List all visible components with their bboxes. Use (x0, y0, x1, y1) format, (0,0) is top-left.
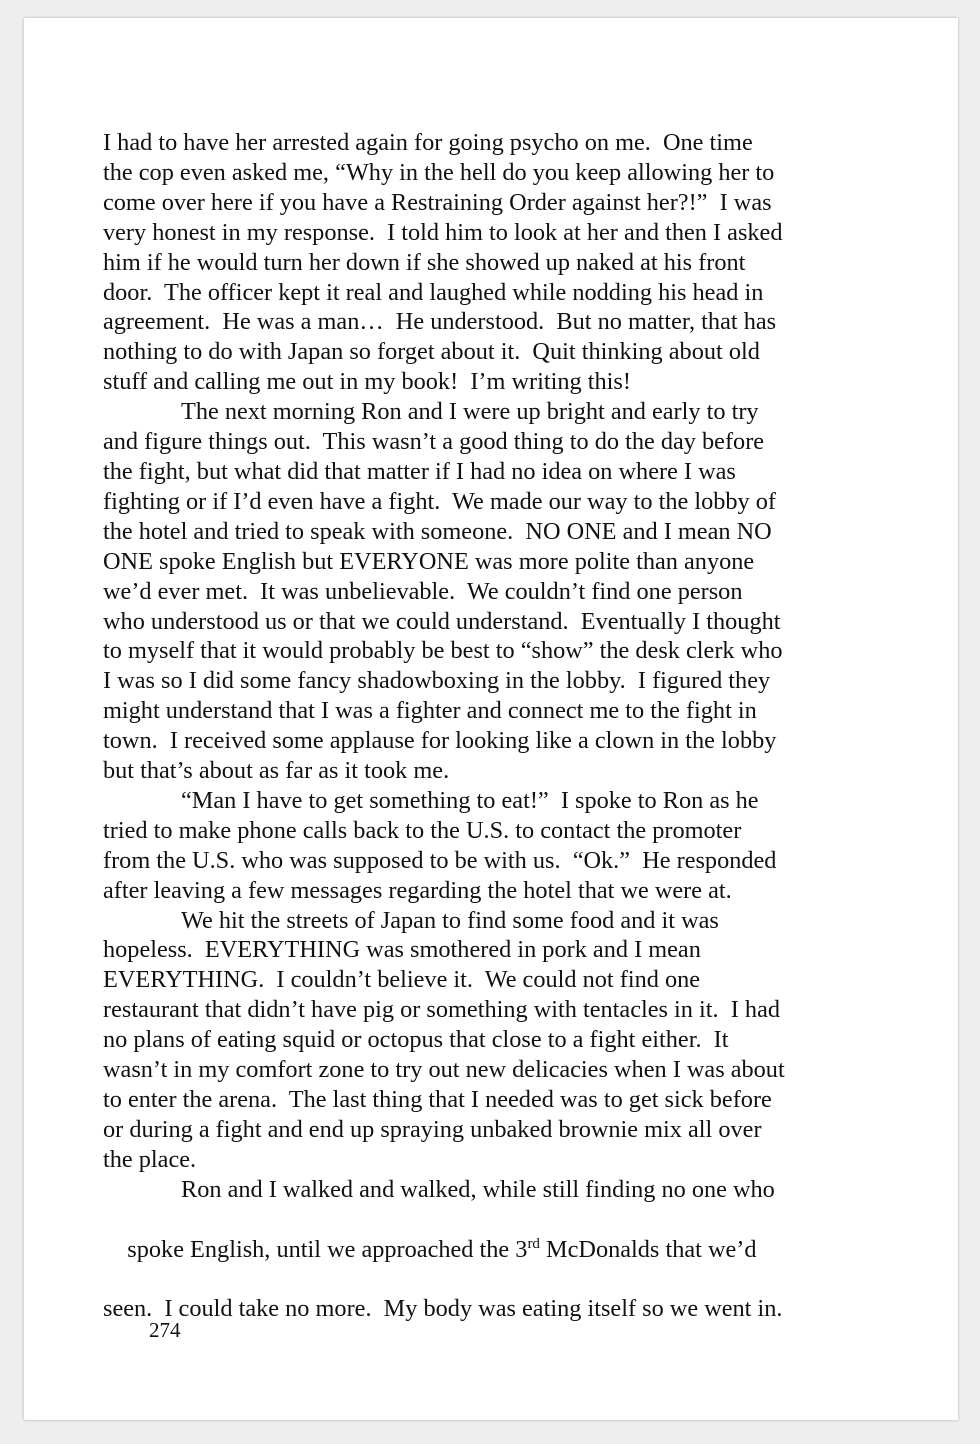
text-line: stuff and calling me out in my book! I’m writing this! (103, 368, 631, 396)
page-number: 274 (149, 1318, 181, 1342)
text-line: town. I received some applause for looking like a clown in the lobby (103, 727, 777, 755)
text-line: tried to make phone calls back to the U.S. to contact the promoter (103, 816, 742, 844)
text-line: door. The officer kept it real and laughed while nodding his head in (103, 278, 764, 306)
text-line: I was so I did some fancy shadowboxing in the lobby. I figured they (103, 667, 771, 695)
text-line: nothing to do with Japan so forget about it. Quit thinking about old (103, 338, 760, 366)
text-line: “Man I have to get something to eat!” I spoke to Ron as he (181, 786, 759, 814)
text-line: the place. (103, 1145, 197, 1173)
text-line: I had to have her arrested again for going psycho on me. One time (103, 129, 753, 156)
text-segment: spoke English, until we approached the 3 (127, 1235, 528, 1263)
text-line: the cop even asked me, “Why in the hell do you keep allowing her to (103, 158, 775, 186)
text-line: the fight, but what did that matter if I had no idea on where I was (103, 457, 736, 485)
text-line: no plans of eating squid or octopus that close to a fight either. It (103, 1026, 729, 1054)
text-line: The next morning Ron and I were up bright and early to try (181, 398, 759, 426)
text-line: might understand that I was a fighter and connect me to the fight in (103, 697, 757, 725)
text-line: EVERYTHING. I couldn’t believe it. We could not find one (103, 966, 701, 994)
text-line: agreement. He was a man… He understood. But no matter, that has (103, 308, 777, 336)
text-line: hopeless. EVERYTHING was smothered in pork and I mean (103, 936, 701, 964)
text-line: we’d ever met. It was unbelievable. We couldn’t find one person (103, 577, 743, 605)
text-line: ONE spoke English but EVERYONE was more polite than anyone (103, 547, 755, 575)
ordinal-superscript: rd (527, 1235, 540, 1252)
text-line: very honest in my response. I told him to look at her and then I asked (103, 218, 783, 246)
body-text (103, 128, 853, 1324)
text-line: or during a fight and end up spraying unbaked brownie mix all over (103, 1115, 762, 1143)
text-line: Ron and I walked and walked, while still finding no one who (181, 1175, 775, 1203)
text-line: restaurant that didn’t have pig or something with tentacles in it. I had (103, 996, 781, 1024)
text-line-superscript (103, 1205, 853, 1295)
text-segment: McDonalds that we’d (539, 1235, 757, 1263)
text-line: and figure things out. This wasn’t a good thing to do the day before (103, 428, 765, 456)
text-line: who understood us or that we could understand. Eventually I thought (103, 607, 781, 635)
text-line: fighting or if I’d even have a fight. We made our way to the lobby of (103, 487, 776, 515)
text-line: him if he would turn her down if she showed up naked at his front (103, 248, 746, 276)
text-line: to enter the arena. The last thing that I needed was to get sick before (103, 1086, 772, 1113)
text-line: but that’s about as far as it took me. (103, 757, 450, 785)
text-line: to myself that it would probably be best to “show” the desk clerk who (103, 637, 783, 665)
document-page (24, 18, 958, 1420)
text-line: from the U.S. who was supposed to be with us. “Ok.” He responded (103, 846, 777, 874)
text-line-last: seen. I could take no more. My body was eating itself so we went in. (103, 1295, 783, 1323)
text-line: after leaving a few messages regarding the hotel that we were at. (103, 876, 732, 904)
text-line: come over here if you have a Restraining Order against her?!” I was (103, 188, 772, 216)
text-line: the hotel and tried to speak with someone. NO ONE and I mean NO (103, 517, 772, 545)
text-line: We hit the streets of Japan to find some food and it was (181, 906, 719, 934)
text-line: wasn’t in my comfort zone to try out new delicacies when I was about (103, 1056, 785, 1084)
